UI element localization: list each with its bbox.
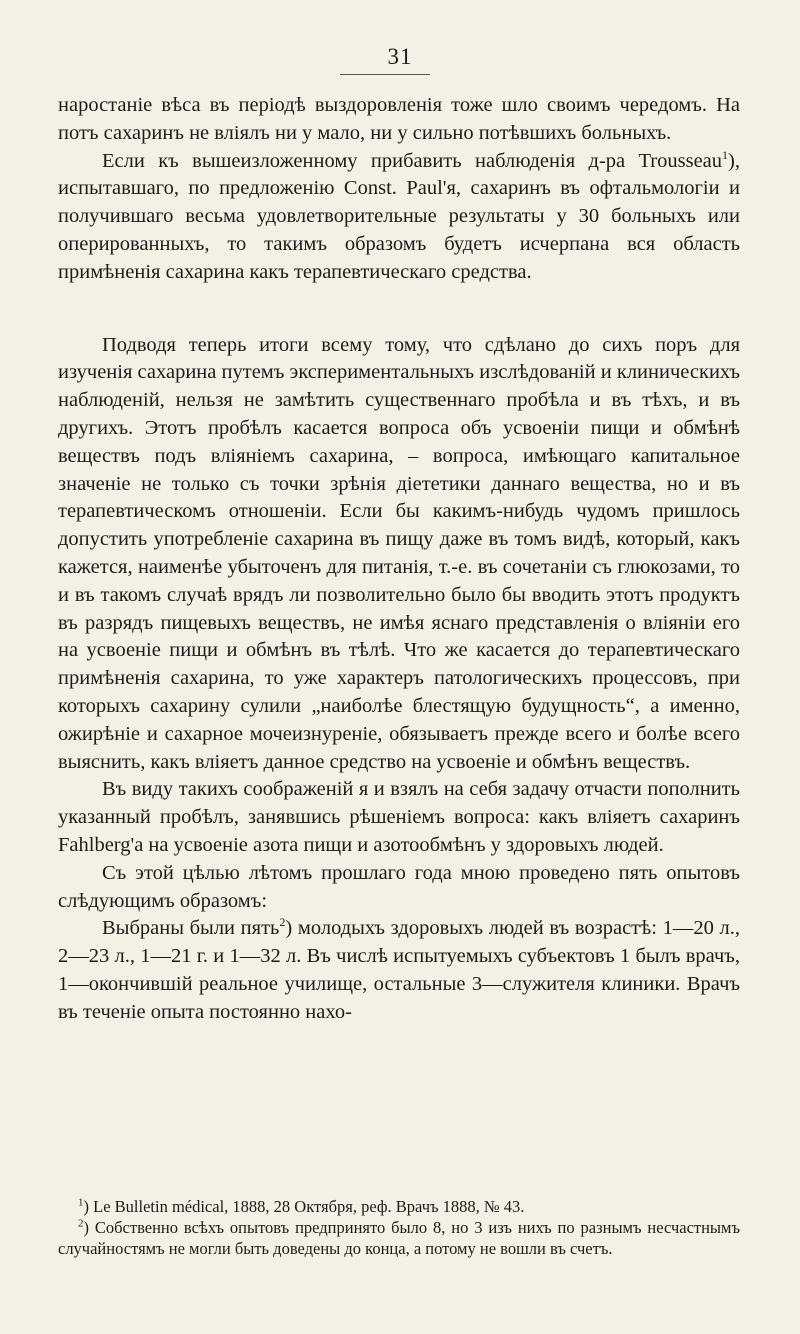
main-text <box>58 92 740 1027</box>
footnote-ref-2: 2 <box>279 915 286 930</box>
paragraph-6 <box>58 915 740 1026</box>
paragraph-4: Въ виду такихъ соображеній я и взялъ на себя задачу отчасти пополнить указанный пробѣлъ, занявшись рѣшеніемъ вопроса: какъ вліяетъ сахаринъ Fahlberg'а на усвоеніе азота пищи и азотообмѣнъ у здоровыхъ людей. <box>58 778 740 856</box>
page-number: 31 <box>387 44 413 69</box>
section-gap <box>58 287 740 332</box>
paragraph-2-text-end: ), испытавшаго, по предложенію Const. Paul'я, сахаринъ въ офтальмологіи и получившаго весьма удовлетворительные результаты у 30 больныхъ или оперированныхъ, то такимъ образомъ будетъ исчерпана вся область примѣненія сахарина какъ терапевтическаго средства. <box>58 149 740 283</box>
footnote-2 <box>58 1217 740 1259</box>
paragraph-1: наростаніе вѣса въ періодѣ выздоровленія тоже шло своимъ чередомъ. На потъ сахаринъ не вліялъ ни у мало, ни у сильно потѣвшихъ больныхъ. <box>58 94 740 144</box>
footnote-1 <box>58 1196 740 1217</box>
paragraph-2 <box>58 148 740 287</box>
footnote-2-text: ) Собственно всѣхъ опытовъ предпринято было 8, но 3 изъ нихъ по разнымъ несчастнымъ случайностямъ не могли быть доведены до конца, а потому не вошли въ счетъ. <box>58 1218 740 1258</box>
footnotes <box>58 1196 740 1259</box>
paragraph-3: Подводя теперь итоги всему тому, что сдѣлано до сихъ поръ для изученія сахарина путемъ экспериментальныхъ изслѣдованій и клиническихъ наблюденій, нельзя не замѣтить существеннаго пробѣла и въ тѣхъ, и въ другихъ. Этотъ пробѣлъ касается вопроса объ усвоеніи пищи и обмѣнѣ веществъ подъ вліяніемъ сахарина, – вопроса, имѣющаго капитальное значеніе не только съ точки зрѣнія діететики даннаго вещества, но и въ терапевтическомъ отношеніи. Если бы какимъ-нибудь чудомъ пришлось допустить употребленіе сахарина въ пищу даже въ томъ видѣ, который, какъ кажется, наименѣе убыточенъ для питанія, т.-е. въ сочетаніи съ глюкозами, то и въ такомъ случаѣ врядъ ли позволительно было бы вводить этотъ продуктъ въ разрядъ пищевыхъ веществъ, не имѣя яснаго представленія о вліяніи его на усвоеніе пищи и обмѣнъ въ тѣлѣ. Что же касается до терапевтическаго примѣненія сахарина, то уже характеръ патологическихъ процессовъ, при которыхъ сахарину сулили „наиболѣе блестящую будущность“, а именно, ожирѣніе и сахарное мочеизнуреніе, обязываетъ прежде всего и болѣе всего выяснить, какъ вліяетъ данное средство на усвоеніе и обмѣнъ веществъ. <box>58 333 740 773</box>
paragraph-6-text-end: ) молодыхъ здоровыхъ людей въ возрастѣ: 1—20 л., 2—23 л., 1—21 г. и 1—32 л. Въ числѣ испытуемыхъ субъектовъ 1 былъ врачъ, 1—окончившій реальное училище, остальные 3—служителя клиники. Врачъ въ теченіе опыта постоянно нахо- <box>58 917 740 1023</box>
page-number-underline <box>340 74 430 75</box>
paragraph-5: Съ этой цѣлью лѣтомъ прошлаго года мною проведено пять опытовъ слѣдующимъ образомъ: <box>58 861 740 912</box>
paragraph-6-text-start: Выбраны были пять <box>102 917 280 940</box>
footnote-1-text: ) Le Bulletin médical, 1888, 28 Октября, реф. Врачъ 1888, № 43. <box>83 1197 525 1216</box>
paragraph-2-text-start: Если къ вышеизложенному прибавить наблюденія д-ра Trousseau <box>102 149 723 172</box>
footnote-ref-1: 1 <box>722 147 729 162</box>
footnote-2-mark: 2 <box>78 1217 84 1230</box>
footnote-1-mark: 1 <box>78 1196 84 1209</box>
